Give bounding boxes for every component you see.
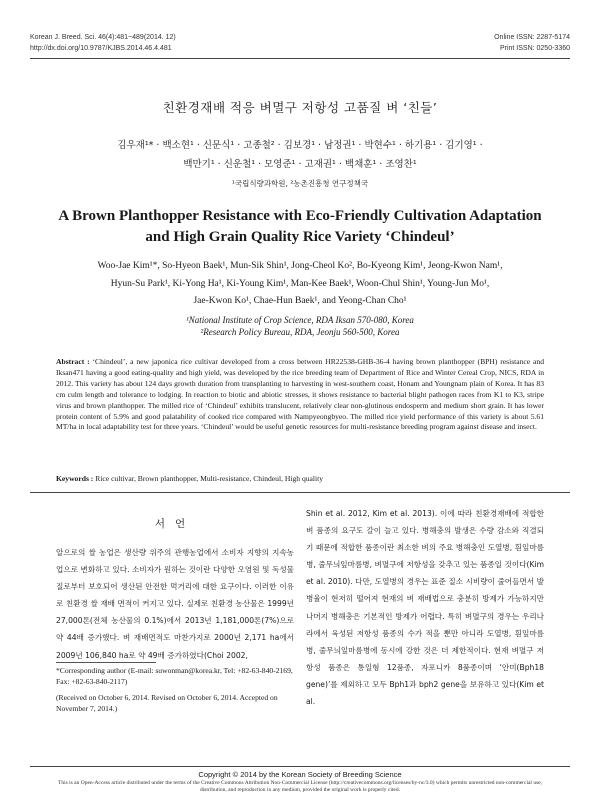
intro-left-column — [56, 544, 294, 664]
intro-right-paragraph: Shin et al. 2012, Kim et al. 2013). 이에 따라 친환경재배에 적합한 벼 품종의 요구도 갈이 늘고 있다. 병해충의 발생은 수량 감소와 직결되기 때문에 적합한 품종이란 최소한 벼의 주요 병해충인 도열병, 흰잎마름병, 줄무늬잎마름병, 벼멸구에 저항성을 갖추고 있는 품종일 것이다(Kim et al. 2010). 다만, 도열병의 경우는 표준 질소 시비량이 줄어들면서 발병율이 현저히 떨어져 현재의 벼 재배법으로 충분히 방제가 가능하지만 나머지 병해충은 기본적인 방제가 어렵다. 특히 벼멸구의 경우는 우리나라에서 육성된 저항성 품종의 수가 적을 뿐만 아니라 도열병, 흰잎마름병, 줄무늬잎마름병에 동시에 강한 것은 더 제한적이다. 현재 벼멸구 저항성 품종은 통일형 12품종, 자포니카 8품종이며 ‘안미(Bph18 gene)’를 제외하고 모두 Bph1과 bph2 gene을 보유하고 있다(Kim et al. — [306, 509, 544, 707]
english-authors-line3: Jae-Kwon Ko¹, Chae-Hun Baek¹, and Yeong-Chan Cho¹ — [193, 296, 407, 306]
abstract-label: Abstract : — [56, 357, 90, 366]
english-title-line2: and High Grain Quality Rice Variety ‘Chindeul’ — [145, 229, 455, 245]
footnotes — [56, 665, 294, 714]
journal-reference: Korean J. Breed. Sci. 46(4):481~489(2014. 12) — [30, 34, 176, 41]
english-title-line1: A Brown Planthopper Resistance with Eco-Friendly Cultivation Adaptation — [58, 208, 542, 224]
footer-rule — [30, 766, 570, 767]
abstract-rule — [30, 492, 570, 493]
keywords-label: Keywords : — [56, 474, 94, 483]
intro-left-paragraph: 알으로의 쌀 농업은 생산량 위주의 관행농업에서 소비자 지향의 지속농업으로 변화하고 있다. 소비자가 원하는 것이란 다양한 오염원 및 독성물질로부터 보호되어 생산된 안전한 먹거리에 대한 요구이다. 이러한 이유로 친환경 쌀 재배 면적이 커지고 있다. 실제로 친환경 농산물은 1999년 27,000톤(전체 농산물의 0.1%)에서 2013년 1,181,000톤(7%)으로 약 44배 증가했다. 벼 재배면적도 마찬가지로 2000년 2,171 ha에서 2009년 106,840 ha로 약 49배 증가하였다(Choi 2002, — [56, 548, 294, 660]
corresponding-author: *Corresponding author (E-mail: suwonman@korea.kr, Tel: +82-63-840-2169, Fax: +82-63-840-2117) — [56, 666, 293, 686]
english-authors — [30, 258, 570, 311]
korean-affiliation: ¹국립식량과학원, ²농촌진흥청 연구정책국 — [231, 179, 369, 188]
online-issn: Online ISSN: 2287-5174 — [494, 34, 570, 41]
keywords — [56, 474, 544, 483]
footnote-rule — [56, 662, 156, 663]
english-title — [30, 206, 570, 248]
abstract-text: ‘Chindeul’, a new japonica rice cultivar developed from a cross between HR22538-GHB-36-4 having brown planthopper (BPH) resistance and Iksan471 having a good eating-quality and high yield, was developed by the rice breeding team of Department of Rice and Winter Cereal Crop, NICS, RDA in 2012. This variety has about 124 days growth duration from transplanting to harvesting in west-southern coast, Honam and Youngnam plain of Korea. It has 83 cm culm length and tolerance to lodging. In reaction to biotic and abiotic stresses, it shows resistance to bacterial blight pathogen races from K1 to K3, stripe virus and brown planthopper. The milled rice of ‘Chindeul’ exhibits translucent, relatively clear non-glutinous endosperm and medium short grain. It has lower protein content of 5.9% and good palatability of cooked rice compared with Nampyeongbyeo. The milled rice yield performance of this variety is about 5.61 MT/ha in local adaptability test for three years. ‘Chindeul’ would be useful genetic resources for multi-resistance breeding program against disease and insect. — [56, 357, 544, 432]
license-text: This is an Open-Access article distributed under the terms of the Creative Commons Attribution Non-Commercial License (http://creativecommons.org/licenses/by-nc/3.0) which permits unrestricted non-commercial use, distribution, and reproduction in any medium, provided the original work is properly cited. — [57, 780, 543, 793]
english-affiliation1: ¹National Institute of Crop Science, RDA Iksan 570-080, Korea — [186, 315, 414, 325]
keywords-text: Rice cultivar, Brown planthopper, Multi-resistance, Chindeul, High quality — [95, 474, 324, 483]
received-dates: (Received on October 6, 2014. Revised on October 6, 2014. Accepted on November 7, 2014.) — [56, 693, 278, 713]
english-affiliation2: ²Research Policy Bureau, RDA, Jeonju 560-500, Korea — [200, 327, 400, 337]
english-authors-line1: Woo-Jae Kim¹*, So-Hyeon Baek¹, Mun-Sik Shin¹, Jong-Cheol Ko², Bo-Kyeong Kim¹, Jeong-Kwon Nam¹, — [97, 261, 503, 271]
korean-authors-line1: 김우재¹* · 백소현¹ · 신문식¹ · 고종철² · 김보경¹ · 남정권¹ · 박현수¹ · 하기용¹ · 김기영¹ · — [117, 140, 483, 151]
english-affiliations — [30, 314, 570, 338]
english-authors-line2: Hyun-Su Park¹, Ki-Yong Ha¹, Ki-Young Kim¹, Man-Kee Baek¹, Woon-Chul Shin¹, Young-Jun Mo¹, — [110, 278, 490, 289]
korean-authors-line2: 백만기¹ · 신운철¹ · 모영준¹ · 고재권¹ · 백채훈¹ · 조영찬¹ — [183, 159, 417, 170]
section-heading-intro: 서언 — [154, 518, 196, 530]
intro-right-column — [306, 505, 544, 710]
doi-link[interactable]: http://dx.doi.org/10.9787/KJBS.2014.46.4.481 — [30, 45, 172, 52]
header-rule — [30, 58, 570, 59]
korean-title: 친환경재배 적응 벼멸구 저항성 고품질 벼 ‘친들’ — [162, 100, 438, 115]
abstract — [56, 357, 544, 433]
print-issn: Print ISSN: 0250-3360 — [499, 45, 570, 52]
copyright: Copyright © 2014 by the Korean Society of Breeding Science — [198, 770, 402, 779]
